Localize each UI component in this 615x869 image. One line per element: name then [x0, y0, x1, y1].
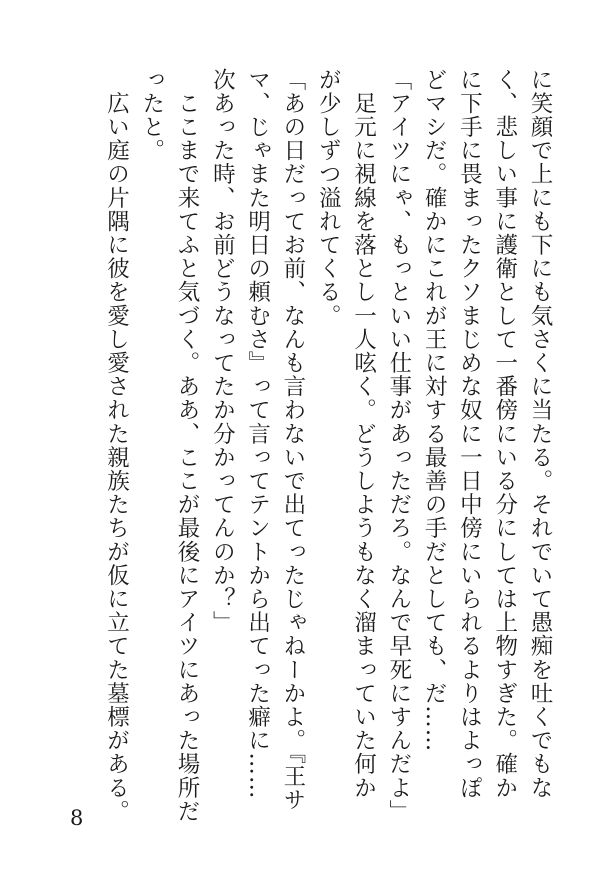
text-line: ここまで来てふと気づく。ああ、ここが最後にアイツにあった場所だ: [174, 68, 201, 824]
text-line: 足元に視線を落とし一人呟く。どうしようもなく溜まっていた何か: [350, 68, 377, 800]
text-line: に下手に畏まったクソまじめな奴に一日中傍にいられるよりはよっぽ: [456, 68, 483, 800]
text-line: が少しずつ溢れてくる。: [315, 68, 342, 328]
text-line: く、悲しい事に護衛として一番傍にいる分にしては上物すぎた。確か: [491, 68, 518, 800]
text-line: マ、じゃまた明日の頼むさ』って言ってテントから出てった癖に……: [244, 68, 271, 800]
text-line: 「あの日だってお前、なんも言わないで出てったじゃねーかよ。『王サ: [279, 68, 306, 812]
text-line: 広い庭の片隅に彼を愛し愛された親族たちが仮に立てた墓標がある。: [103, 68, 130, 824]
text-line: ったと。: [138, 68, 165, 163]
text-line: 「アイツにゃ、もっといい仕事があっただろ。なんで早死にすんだよ」: [385, 68, 412, 824]
text-line: どマシだ。確かにこれが王に対する最善の手だとしても、だ……: [421, 68, 448, 753]
text-line: に笑顔で上にも下にも気さくに当たる。それでいて愚痴を吐くでもな: [527, 68, 553, 800]
vertical-text-body: [98, 68, 557, 824]
text-line: 次あった時、お前どうなってたか分かってんのか？」: [209, 68, 236, 635]
page-number: 8: [70, 806, 84, 830]
